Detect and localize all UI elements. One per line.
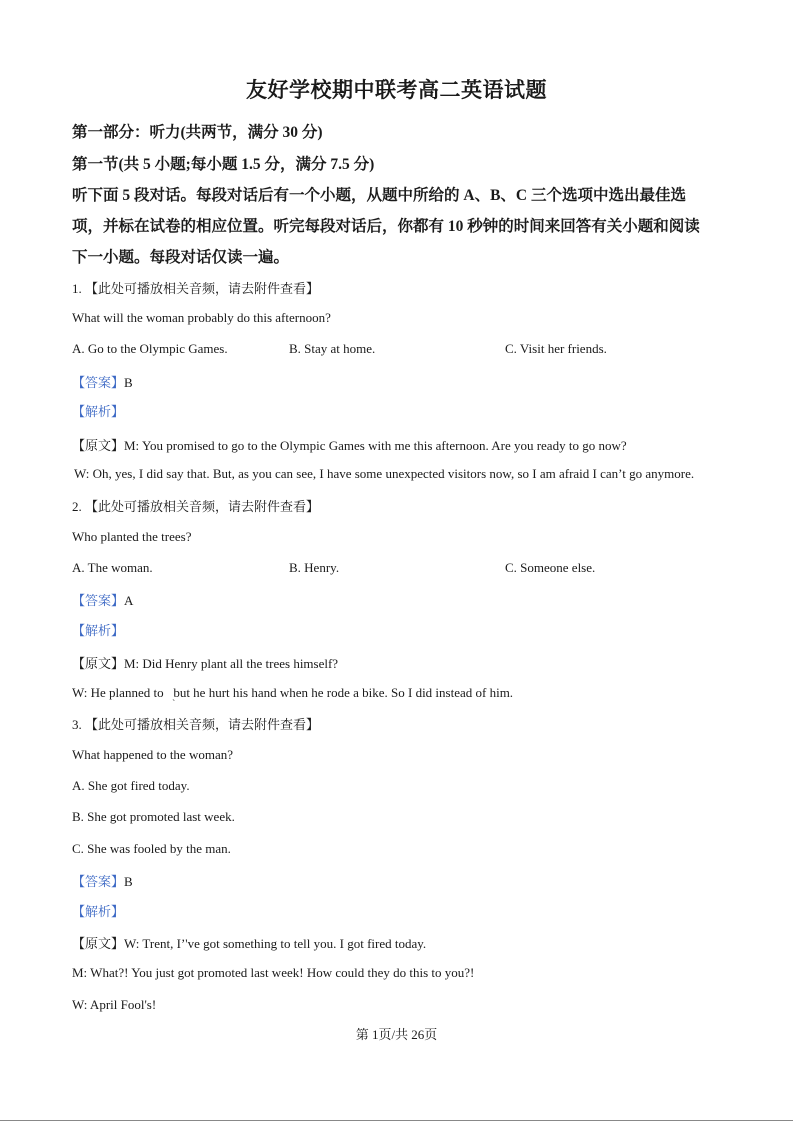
- answer-value: B: [124, 375, 133, 390]
- q2-option-a: A. The woman.: [72, 560, 153, 575]
- q2-transcript-2: W: He planned to but he hurt his hand when he rode a bike. So I did instead of him.: [72, 685, 514, 700]
- q2-transcript-1: 【原文】M: Did Henry plant all the trees himself?: [72, 656, 339, 671]
- q3-analysis-tag: 【解析】: [72, 904, 125, 919]
- q1-transcript-1: 【原文】M: You promised to go to the Olympic Games with me this afternoon. Are you ready to go now?: [72, 438, 627, 453]
- q3-answer: [72, 871, 133, 890]
- q1-answer: [72, 372, 133, 391]
- q2-answer: [72, 590, 133, 609]
- q3-transcript-3: W: April Fool's!: [72, 997, 157, 1012]
- q3-option-b: B. She got promoted last week.: [72, 809, 235, 824]
- q1-analysis-tag: 【解析】: [72, 404, 125, 419]
- q1-audio-link[interactable]: 1. 【此处可播放相关音频，请去附件查看】: [72, 281, 320, 296]
- instruction-line-2: 项，并标在试卷的相应位置。听完每段对话后，你都有 10 秒钟的时间来回答有关小题和阅读: [72, 218, 700, 235]
- answer-value: B: [124, 874, 133, 889]
- answer-value: A: [124, 593, 134, 608]
- q3-transcript-1: 【原文】W: Trent, I’'ve got something to tell you. I got fired today.: [72, 936, 427, 951]
- page-footer: 第 1页/共 26页: [355, 1027, 438, 1042]
- page-title: 友好学校期中联考高二英语试题: [246, 78, 547, 102]
- page-divider: [0, 1120, 793, 1121]
- answer-tag: 【答案】: [72, 375, 125, 390]
- q3-option-a: A. She got fired today.: [72, 778, 190, 793]
- q1-transcript-2: W: Oh, yes, I did say that. But, as you can see, I have some unexpected visitors now, so I am afraid I can’t go anymore.: [74, 466, 695, 481]
- q2-option-b: B. Henry.: [289, 560, 340, 575]
- instruction-line-1: 听下面 5 段对话。每段对话后有一个小题，从题中所给的 A、B、C 三个选项中选出最佳选: [72, 187, 686, 204]
- answer-tag: 【答案】: [72, 593, 125, 608]
- q2-question: Who planted the trees?: [72, 529, 192, 544]
- answer-tag: 【答案】: [72, 874, 125, 889]
- section-heading: 第一节(共 5 小题;每小题 1.5 分，满分 7.5 分): [72, 156, 375, 173]
- q1-question: What will the woman probably do this afternoon?: [72, 310, 331, 325]
- q2-audio-link[interactable]: 2. 【此处可播放相关音频，请去附件查看】: [72, 499, 320, 514]
- q2-option-c: C. Someone else.: [505, 560, 596, 575]
- q2-analysis-tag: 【解析】: [72, 623, 125, 638]
- stray-mark: ˋ: [172, 699, 176, 710]
- q3-question: What happened to the woman?: [72, 747, 233, 762]
- q3-transcript-2: M: What?! You just got promoted last week! How could they do this to you?!: [72, 965, 475, 980]
- instruction-line-3: 下一小题。每段对话仅读一遍。: [72, 249, 290, 266]
- q3-option-c: C. She was fooled by the man.: [72, 841, 231, 856]
- q1-option-c: C. Visit her friends.: [505, 341, 607, 356]
- q3-audio-link[interactable]: 3. 【此处可播放相关音频，请去附件查看】: [72, 717, 320, 732]
- part-heading: 第一部分：听力(共两节，满分 30 分): [72, 124, 323, 141]
- q1-option-a: A. Go to the Olympic Games.: [72, 341, 228, 356]
- q1-option-b: B. Stay at home.: [289, 341, 376, 356]
